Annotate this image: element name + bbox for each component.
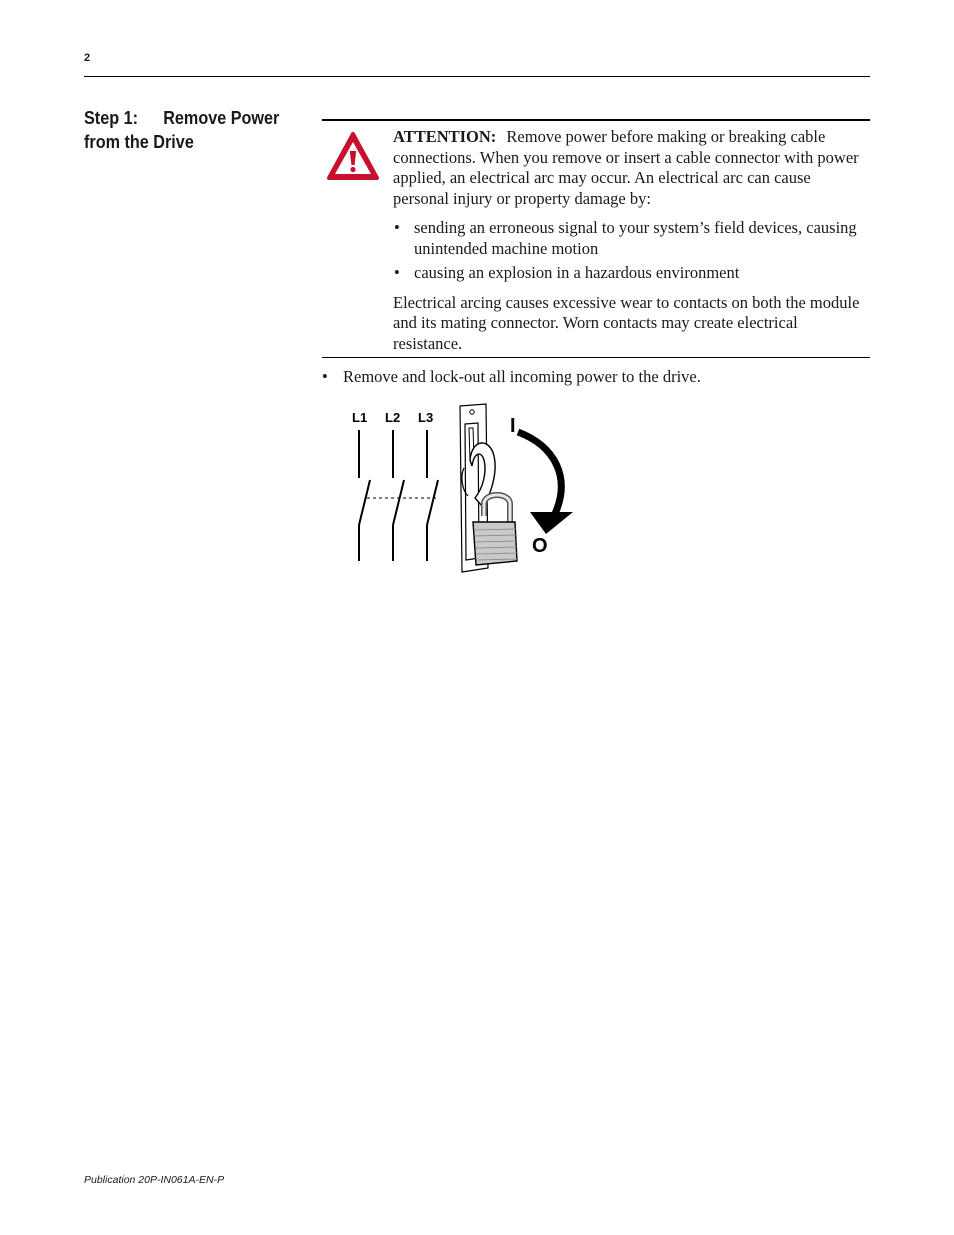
off-position-label: O <box>532 535 548 557</box>
line-label-l2: L2 <box>385 410 401 425</box>
step-number: Step 1: <box>84 108 139 128</box>
attention-bullet: • sending an erroneous signal to your system’s field devices, causing unintended machine motion <box>393 218 868 259</box>
attention-bullet-list <box>393 218 868 284</box>
step-heading <box>84 106 282 154</box>
attention-text <box>393 127 868 354</box>
line-label-l1: L1 <box>352 410 368 425</box>
instruction-item <box>322 367 701 387</box>
attention-label: ATTENTION: <box>393 127 497 146</box>
warning-triangle-icon <box>326 131 380 183</box>
bullet-marker: • <box>322 367 328 386</box>
attention-box <box>322 119 870 358</box>
attention-bullet: • causing an explosion in a hazardous environment <box>393 263 868 284</box>
on-position-label: I <box>510 415 516 437</box>
instruction-text: Remove and lock-out all incoming power to the drive. <box>343 367 701 386</box>
line-label-l3: L3 <box>418 410 434 425</box>
footer-publication: Publication 20P-IN061A-EN-P <box>84 1174 225 1186</box>
attention-intro-text: Remove power before making or breaking cable connections. When you remove or insert a cable connector with power applied, an electrical arc may occur. An electrical arc can cause personal injury or property damage by: <box>393 127 859 208</box>
attention-intro <box>393 127 868 209</box>
lockout-switch-diagram <box>340 398 590 580</box>
header-rule <box>84 76 870 77</box>
three-pole-switch-symbol <box>359 430 438 561</box>
disconnect-handle-illustration <box>460 404 517 572</box>
attention-closing: Electrical arcing causes excessive wear to contacts on both the module and its mating connector. Worn contacts may create electrical resistance. <box>393 292 860 353</box>
page-number: 2 <box>84 52 91 64</box>
rotation-arrow-icon <box>518 432 561 516</box>
step-title: Remove Power from the Drive <box>84 108 280 152</box>
